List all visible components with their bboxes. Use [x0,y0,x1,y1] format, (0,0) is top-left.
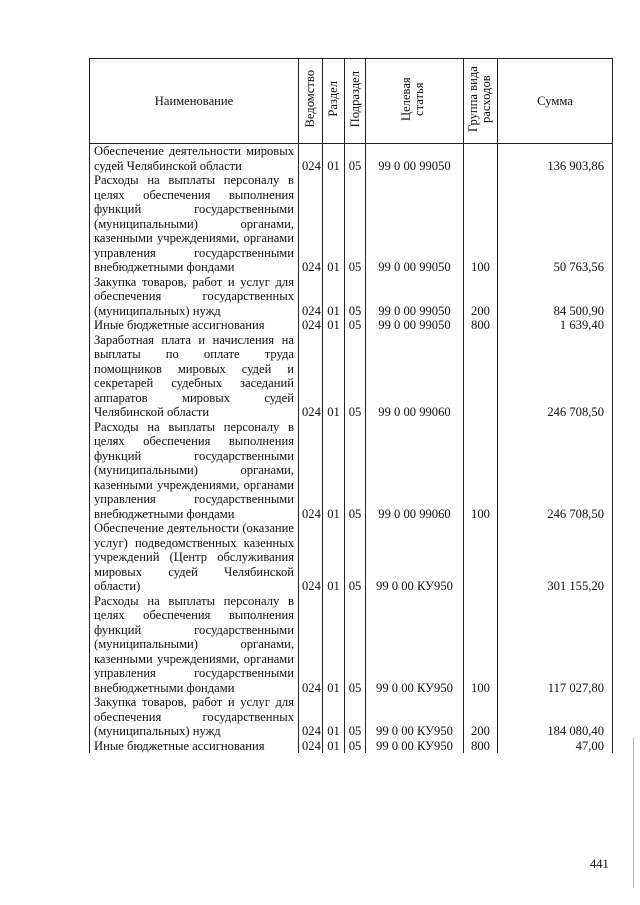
cell-section: 01 [323,333,345,420]
header-name: Наименование [90,59,299,144]
cell-sum: 1 639,40 [498,318,613,333]
table-row [90,333,613,420]
cell-target: 99 0 00 99050 [366,318,464,333]
cell-subsection: 05 [345,144,366,174]
cell-dept: 024 [299,521,323,594]
cell-target: 99 0 00 КУ950 [366,594,464,696]
cell-section: 01 [323,695,345,739]
cell-target: 99 0 00 99050 [366,144,464,174]
cell-section: 01 [323,275,345,319]
cell-subsection: 05 [345,695,366,739]
cell-target: 99 0 00 99050 [366,275,464,319]
page-number: 441 [590,857,609,871]
cell-exptype: 200 [464,695,498,739]
table-row [90,275,613,319]
cell-section: 01 [323,144,345,174]
scan-edge-mark [633,738,634,888]
cell-name: Закупка товаров, работ и услуг для обеспечения государственных (муниципальных) нужд [90,695,299,739]
header-subsection: Подраздел [345,59,366,144]
cell-sum: 246 708,50 [498,333,613,420]
cell-target: 99 0 00 КУ950 [366,695,464,739]
cell-target: 99 0 00 КУ950 [366,521,464,594]
cell-dept: 024 [299,420,323,522]
cell-section: 01 [323,420,345,522]
cell-dept: 024 [299,333,323,420]
cell-exptype [464,333,498,420]
cell-name: Расходы на выплаты персоналу в целях обеспечения выполнения функций государственными (муниципальными) органами, казенными учреждениями, органами управления государственными внебюджетными фондами [90,420,299,522]
cell-subsection: 05 [345,739,366,754]
table-row [90,594,613,696]
table-row [90,739,613,754]
cell-sum: 50 763,56 [498,173,613,275]
cell-exptype: 100 [464,594,498,696]
cell-subsection: 05 [345,521,366,594]
cell-name: Заработная плата и начисления на выплаты по оплате труда помощников мировых судей и секретарей судебных заседаний аппаратов мировых судей Челябинской области [90,333,299,420]
cell-name: Обеспечение деятельности мировых судей Челябинской области [90,144,299,174]
table-row [90,318,613,333]
cell-section: 01 [323,594,345,696]
cell-name: Обеспечение деятельности (оказание услуг) подведомственных казенных учреждений (Центр обслуживания мировых судей Челябинской области) [90,521,299,594]
cell-sum: 84 500,90 [498,275,613,319]
cell-exptype: 100 [464,173,498,275]
table-row [90,521,613,594]
table-row [90,144,613,174]
cell-target: 99 0 00 99060 [366,333,464,420]
cell-exptype: 100 [464,420,498,522]
cell-dept: 024 [299,173,323,275]
cell-section: 01 [323,521,345,594]
table-body [90,144,613,754]
cell-sum: 246 708,50 [498,420,613,522]
table-row [90,695,613,739]
cell-exptype: 800 [464,318,498,333]
cell-name: Расходы на выплаты персоналу в целях обеспечения выполнения функций государственными (муниципальными) органами, казенными учреждениями, органами управления государственными внебюджетными фондами [90,594,299,696]
cell-dept: 024 [299,144,323,174]
cell-name: Расходы на выплаты персоналу в целях обеспечения выполнения функций государственными (муниципальными) органами, казенными учреждениями, органами управления государственными внебюджетными фондами [90,173,299,275]
table-row [90,420,613,522]
header-exptype: Группа вида расходов [464,59,498,144]
cell-dept: 024 [299,594,323,696]
cell-subsection: 05 [345,333,366,420]
cell-section: 01 [323,173,345,275]
cell-dept: 024 [299,695,323,739]
cell-exptype: 200 [464,275,498,319]
cell-exptype [464,144,498,174]
header-sum: Сумма [498,59,613,144]
cell-dept: 024 [299,275,323,319]
cell-subsection: 05 [345,275,366,319]
budget-table [89,58,613,753]
cell-sum: 117 027,80 [498,594,613,696]
cell-dept: 024 [299,318,323,333]
header-section: Раздел [323,59,345,144]
cell-subsection: 05 [345,318,366,333]
cell-target: 99 0 00 КУ950 [366,739,464,754]
cell-target: 99 0 00 99060 [366,420,464,522]
cell-section: 01 [323,739,345,754]
cell-exptype [464,521,498,594]
table-row [90,173,613,275]
cell-exptype: 800 [464,739,498,754]
cell-sum: 47,00 [498,739,613,754]
cell-sum: 301 155,20 [498,521,613,594]
cell-name: Иные бюджетные ассигнования [90,318,299,333]
cell-section: 01 [323,318,345,333]
cell-subsection: 05 [345,594,366,696]
cell-subsection: 05 [345,173,366,275]
cell-name: Закупка товаров, работ и услуг для обеспечения государственных (муниципальных) нужд [90,275,299,319]
cell-name: Иные бюджетные ассигнования [90,739,299,754]
header-dept: Ведомство [299,59,323,144]
header-target: Целевая статья [366,59,464,144]
cell-target: 99 0 00 99050 [366,173,464,275]
cell-dept: 024 [299,739,323,754]
cell-subsection: 05 [345,420,366,522]
cell-sum: 184 080,40 [498,695,613,739]
cell-sum: 136 903,86 [498,144,613,174]
table-header-row [90,59,613,144]
